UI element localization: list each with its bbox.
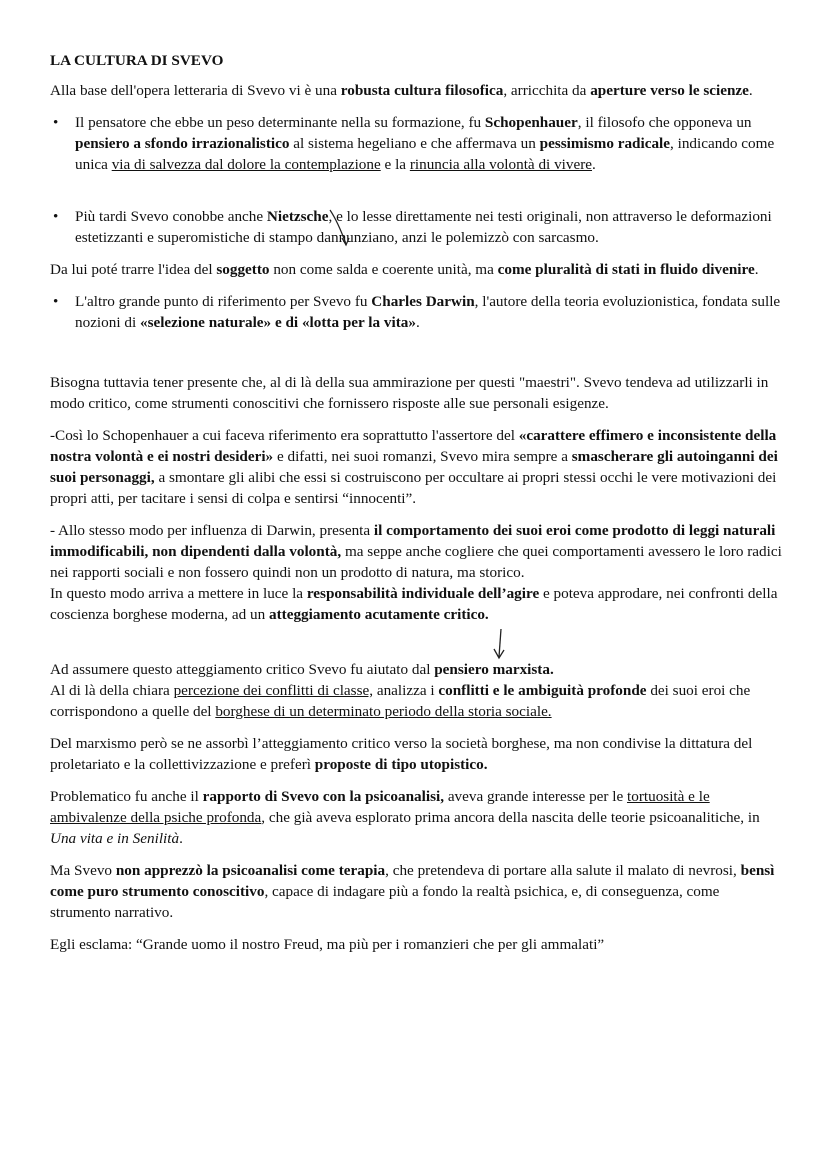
list-item-nietzsche: • Più tardi Svevo conobbe anche Nietzsche, e lo lesse direttamente nei testi originali, non attraverso le deformazioni estetizzanti e superomistiche di stampo dannunziano, anzi le polemizzò con sarcasmo. bbox=[50, 206, 782, 248]
list-item-schopenhauer: • Il pensatore che ebbe un peso determinante nella su formazione, fu Schopenhauer, il filosofo che opponeva un pensiero a sfondo irrazionalistico al sistema hegeliano e che affermava un pessimismo radicale, indicando come unica via di salvezza dal dolore la contemplazione e la rinuncia alla volontà di vivere. bbox=[50, 112, 782, 175]
list-item-darwin: • L'altro grande punto di riferimento per Svevo fu Charles Darwin, l'autore della teoria evoluzionistica, fondata sulle nozioni di «selezione naturale» e di «lotta per la vita». bbox=[50, 291, 782, 333]
freud-quote: Egli esclama: “Grande uomo il nostro Freud, ma più per i romanzieri che per gli ammalati” bbox=[50, 936, 605, 953]
maestri-paragraph: Bisogna tuttavia tener presente che, al di là della sua ammirazione per questi "maestri". Svevo tendeva ad utilizzarli in modo critico, come strumenti conoscitivi che fornissero risposte alle sue personali esigenze. bbox=[50, 374, 769, 412]
marxismo-utopia-paragraph: Del marxismo però se ne assorbì l’atteggiamento critico verso la società borghese, ma non condivise la dittatura del proletariato e la collettivizzazione e preferì proposte di tipo utopistico. bbox=[50, 735, 753, 773]
page-title: LA CULTURA DI SVEVO bbox=[50, 52, 224, 69]
bullet-list-darwin bbox=[50, 291, 782, 333]
handwritten-arrow-icon bbox=[328, 208, 368, 248]
darwin-critique-paragraph: - Allo stesso modo per influenza di Darwin, presenta il comportamento dei suoi eroi come prodotto di leggi naturali immodificabili, non dipendenti dalla volontà, ma seppe anche cogliere che quei comportamenti avessero le loro radici nei rapporti sociali e non fossero quindi non un prodotto di natura, ma storico. bbox=[50, 522, 782, 581]
intro-paragraph: Alla base dell'opera letteraria di Svevo vi è una robusta cultura filosofica, arricchita da aperture verso le scienze. bbox=[50, 82, 753, 99]
responsabilita-paragraph: In questo modo arriva a mettere in luce la responsabilità individuale dell’agire e poteva approdare, nei confronti della coscienza borghese moderna, ad un atteggiamento acutamente critico. bbox=[50, 585, 778, 623]
marxismo-paragraph: Ad assumere questo atteggiamento critico Svevo fu aiutato dal pensiero marxista. Al di là della chiara percezione dei conflitti di classe, analizza i conflitti e le ambiguità profonde dei suoi eroi che corrispondono a quelle del borghese di un determinato periodo della storia sociale. bbox=[50, 661, 751, 720]
terapia-paragraph: Ma Svevo non apprezzò la psicoanalisi come terapia, che pretendeva di portare alla salute il malato di nevrosi, bensì come puro strumento conoscitivo, capace di indagare più a fondo la realtà psichica, e, di conseguenza, come strumento narrativo. bbox=[50, 862, 775, 921]
bullet-list-schopenhauer bbox=[50, 112, 782, 175]
psicoanalisi-paragraph: Problematico fu anche il rapporto di Svevo con la psicoanalisi, aveva grande interesse per le tortuosità e le ambivalenze della psiche profonda, che già aveva esplorato prima ancora della nascita delle teorie psicoanalitiche, in Una vita e in Senilità. bbox=[50, 788, 760, 847]
soggetto-paragraph: Da lui poté trarre l'idea del soggetto non come salda e coerente unità, ma come pluralità di stati in fluido divenire. bbox=[50, 261, 759, 278]
down-arrow-icon bbox=[490, 627, 510, 661]
bullet-list-nietzsche bbox=[50, 206, 782, 248]
document-page bbox=[50, 50, 782, 966]
arrow-divider bbox=[50, 625, 782, 659]
schopenhauer-critique-paragraph: -Così lo Schopenhauer a cui faceva riferimento era soprattutto l'assertore del «carattere effimero e inconsistente della nostra volontà e ei nostri desideri» e difatti, nei suoi romanzi, Svevo mira sempre a smascherare gli autoinganni dei suoi personaggi, a smontare gli alibi che essi si costruiscono per occultare ai propri stessi occhi le vere motivazioni dei propri atti, per tacitare i sensi di colpa e sentirsi “innocenti”. bbox=[50, 427, 778, 507]
